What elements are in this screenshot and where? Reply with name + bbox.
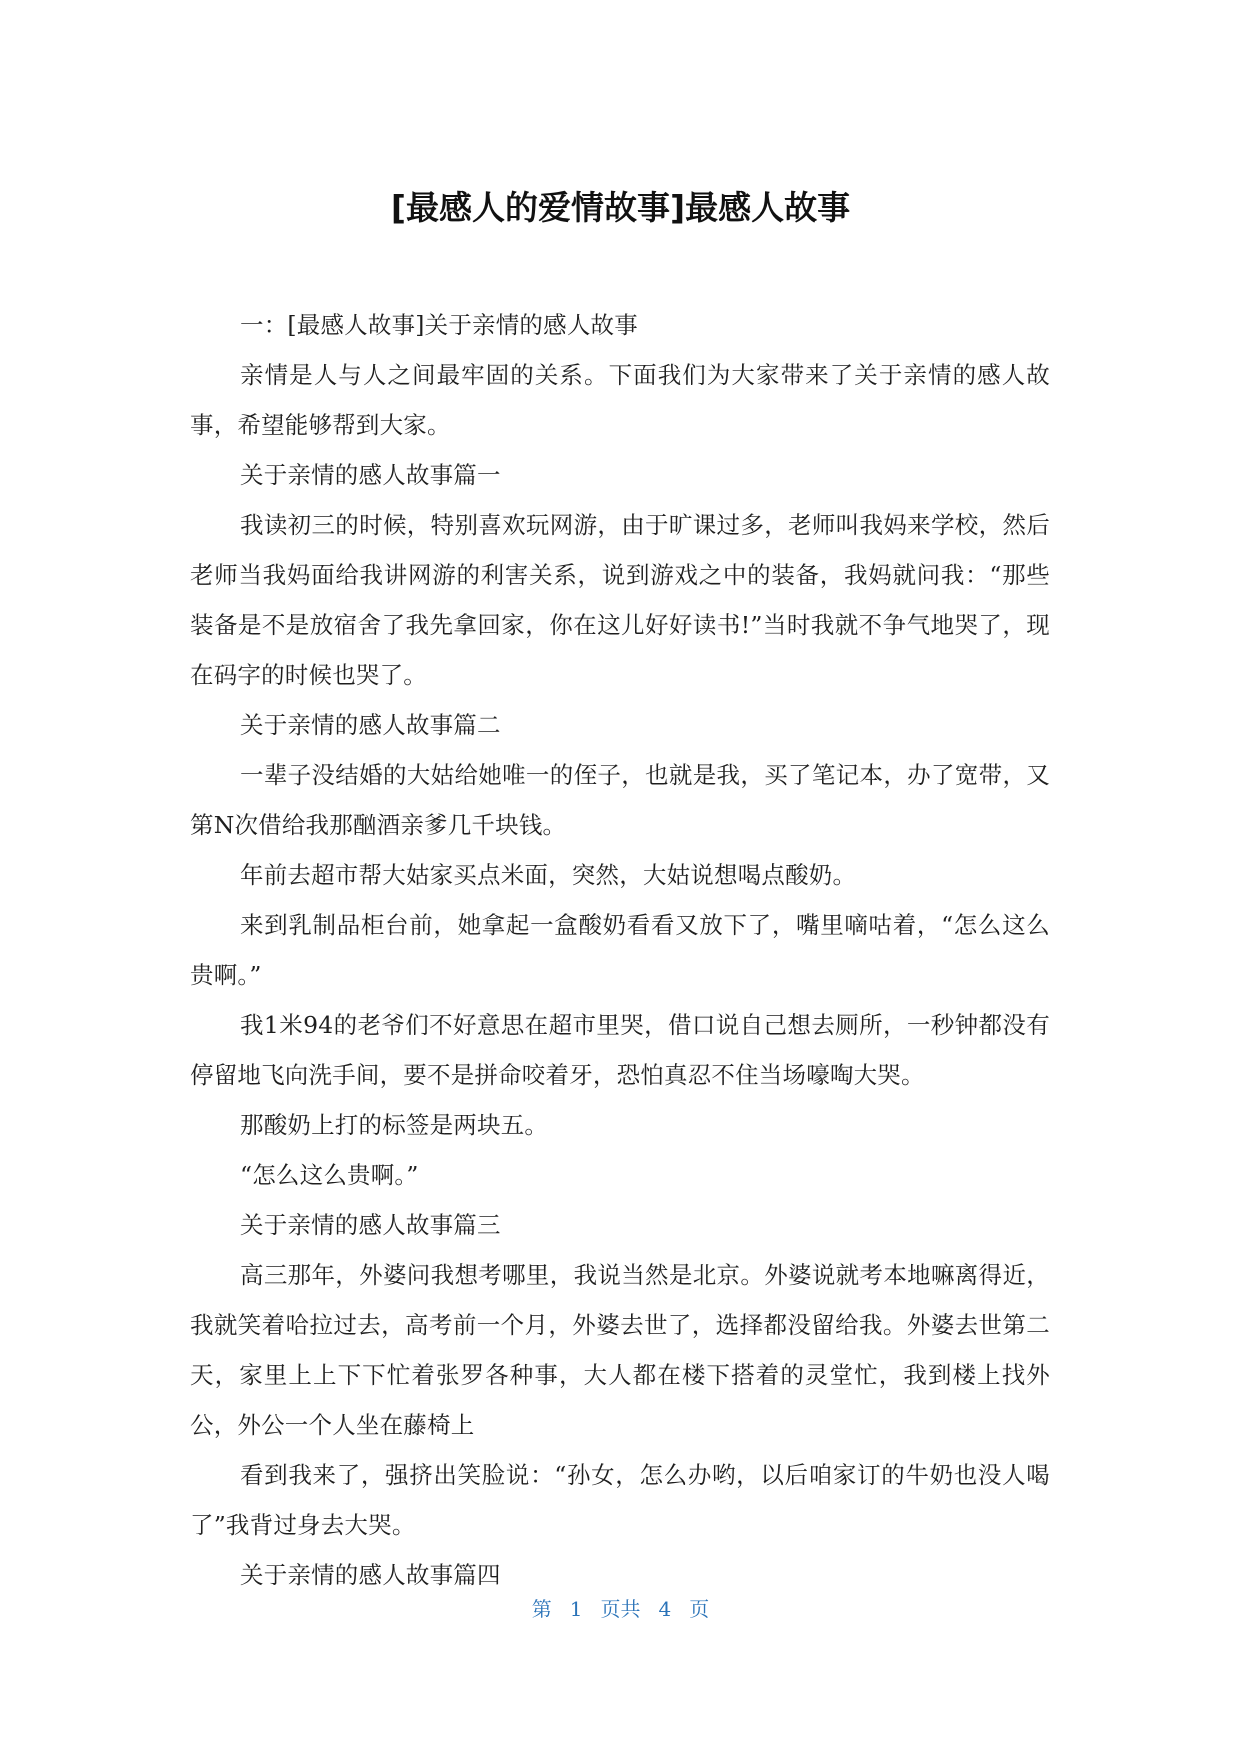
- story-heading-4: 关于亲情的感人故事篇四: [240, 1561, 501, 1589]
- page-label-suffix: 页: [689, 1597, 710, 1621]
- paragraph: 高三那年，外婆问我想考哪里，我说当然是北京。外婆说就考本地嘛离得近，我就笑着哈拉过去，高考前一个月，外婆去世了，选择都没留给我。外婆去世第二天，家里上上下下忙着张罗各种事，大人都在楼下搭着的灵堂忙，我到楼上找外公，外公一个人坐在藤椅上: [190, 1261, 1050, 1439]
- paragraph: 年前去超市帮大姑家买点米面，突然，大姑说想喝点酸奶。: [240, 861, 857, 889]
- story-heading-1: 关于亲情的感人故事篇一: [240, 461, 501, 489]
- document-body: [190, 300, 1050, 1600]
- paragraph: “怎么这么贵啊。”: [240, 1161, 419, 1189]
- paragraph: 那酸奶上打的标签是两块五。: [240, 1111, 549, 1139]
- page-label-middle: 页共: [600, 1597, 641, 1621]
- story-heading-3: 关于亲情的感人故事篇三: [240, 1211, 501, 1239]
- page-footer: [0, 1594, 1241, 1624]
- page-label-prefix: 第: [531, 1597, 552, 1621]
- total-pages-number: 4: [658, 1597, 672, 1621]
- section-heading: 一：[最感人故事]关于亲情的感人故事: [240, 311, 638, 339]
- paragraph: 亲情是人与人之间最牢固的关系。下面我们为大家带来了关于亲情的感人故事，希望能够帮到大家。: [190, 361, 1050, 439]
- paragraph: 我1米94的老爷们不好意思在超市里哭，借口说自己想去厕所，一秒钟都没有停留地飞向洗手间，要不是拼命咬着牙，恐怕真忍不住当场嚎啕大哭。: [190, 1011, 1050, 1089]
- paragraph: 来到乳制品柜台前，她拿起一盒酸奶看看又放下了，嘴里嘀咕着，“怎么这么贵啊。”: [190, 911, 1050, 989]
- document-title: [最感人的爱情故事]最感人故事: [390, 188, 851, 227]
- paragraph: 看到我来了，强挤出笑脸说：“孙女，怎么办哟，以后咱家订的牛奶也没人喝了”我背过身去大哭。: [190, 1461, 1050, 1539]
- paragraph: 我读初三的时候，特别喜欢玩网游，由于旷课过多，老师叫我妈来学校，然后老师当我妈面给我讲网游的利害关系，说到游戏之中的装备，我妈就问我：“那些装备是不是放宿舍了我先拿回家，你在这儿好好读书!”当时我就不争气地哭了，现在码字的时候也哭了。: [190, 511, 1050, 689]
- paragraph: 一辈子没结婚的大姑给她唯一的侄子，也就是我，买了笔记本，办了宽带，又第N次借给我那酗酒亲爹几千块钱。: [190, 761, 1050, 839]
- current-page-number: 1: [569, 1597, 583, 1621]
- story-heading-2: 关于亲情的感人故事篇二: [240, 711, 501, 739]
